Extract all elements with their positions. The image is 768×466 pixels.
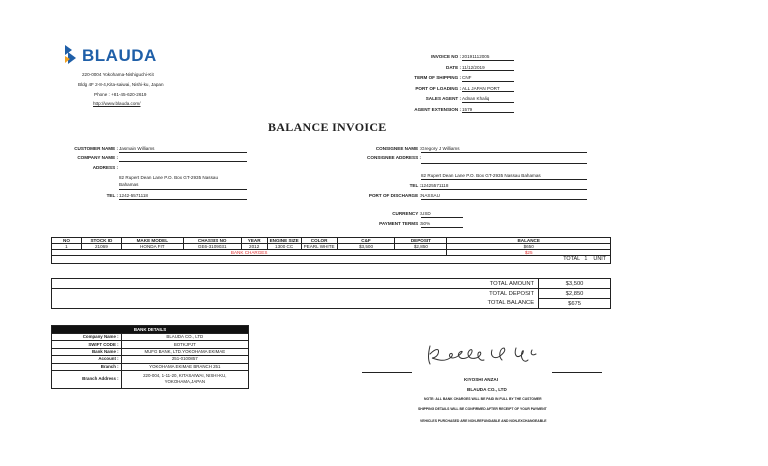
consignee-tel-value: 12425571118 — [421, 184, 587, 190]
invoice-no-label: INVOICE NO : — [431, 54, 461, 59]
port-of-loading-label: PORT OF LOADING : — [415, 85, 461, 91]
bank-company-row — [52, 334, 249, 341]
col-balance-header: BALANCE — [447, 238, 611, 244]
customer-tel-label: TEL : — [106, 193, 118, 198]
bank-details-title: BANK DETAILS — [52, 326, 249, 334]
bank-name-row — [52, 348, 249, 355]
sales-agent-row — [380, 95, 530, 106]
bank-swift-value: BOTKJPJT — [121, 341, 248, 348]
bank-company-value: BLAUDA CO., LTD — [121, 334, 248, 341]
bank-branch-row — [52, 363, 249, 370]
col-cnf-header: C&F — [337, 238, 395, 244]
bank-branch-address-label: Branch Address : — [52, 370, 122, 388]
term-of-shipping-label: TERM OF SHIPPING : — [414, 75, 461, 80]
term-of-shipping-value: CNF — [462, 76, 514, 82]
currency-label: CURRENCY : — [392, 211, 421, 216]
term-of-shipping-row — [380, 74, 530, 85]
total-amount-label: TOTAL AMOUNT — [52, 279, 539, 289]
note-shipping-details: SHIPPING DETAILS WILL BE CONFIRMED AFTER RECEIPT OF YOUR PAYMENT — [418, 407, 547, 411]
signature-icon — [420, 338, 544, 370]
cell-cnf: $3,500 — [337, 244, 395, 250]
invoice-no-row — [380, 53, 530, 64]
bank-account-value: 251-0100857 — [121, 356, 248, 363]
cell-make-model: HONDA FIT — [121, 244, 183, 250]
company-name-value — [119, 156, 247, 162]
agent-extension-value: 1579 — [462, 108, 514, 114]
cell-year: 2012 — [241, 244, 267, 250]
total-units-row — [52, 256, 611, 264]
consignee-tel-label: TEL : — [409, 183, 421, 188]
total-units-unit: UNIT — [593, 256, 606, 262]
agent-extension-row — [380, 106, 530, 117]
signature-line-left — [362, 372, 412, 373]
consignee-address-label: CONSIGNEE ADDRESS : — [367, 155, 421, 160]
port-of-discharge-label: PORT OF DISCHARGE : — [368, 193, 421, 198]
sales-agent-label: SALES AGENT : — [425, 96, 461, 101]
bank-account-row — [52, 356, 249, 363]
address-label: ADDRESS : — [92, 165, 118, 170]
col-make-model-header: MAKE MODEL — [121, 238, 183, 244]
customer-name-value: Jasmain Williams — [119, 147, 247, 153]
consignee-name-value: Gregory J Williams — [421, 147, 587, 153]
bank-details-table — [51, 325, 249, 389]
bank-branch-address-value: 220-004, 1-11-20, KITASAIWAI, NISHI-KU, YOKOHAMA,JAPAN — [121, 370, 248, 388]
bank-name-value: MUFG BANK, LTD.YOKOHAMA EKIMAE — [121, 348, 248, 355]
signatory-name: KIYOSHI ANZAI — [464, 377, 499, 382]
total-deposit-value: $2,850 — [539, 289, 611, 299]
total-deposit-row — [52, 289, 611, 299]
currency-value: USD — [421, 212, 463, 218]
totals-table — [51, 278, 611, 309]
total-amount-value: $3,500 — [539, 279, 611, 289]
col-deposit-header: DEPOSIT — [395, 238, 447, 244]
logo-mark-icon — [64, 44, 78, 66]
bank-branch-address-row — [52, 370, 249, 388]
bank-charges-label: BANK CHARGES — [52, 250, 447, 256]
bank-branch-label: Branch : — [52, 363, 122, 370]
payment-terms-value: 50% — [421, 222, 463, 228]
port-of-loading-value: ALL JAPAN PORT — [462, 87, 514, 93]
consignee-address-underline — [421, 163, 587, 164]
total-balance-label: TOTAL BALANCE — [52, 299, 539, 309]
payment-terms-label: PAYMENT TERMS : — [379, 221, 421, 226]
col-no-header: NO — [52, 238, 82, 244]
invoice-no-value: 20191112005 — [462, 55, 514, 61]
company-address-2: Bldg 4F 2-8-4,Kita-saiwai, Nishi-ku, Japan — [78, 82, 164, 87]
invoice-title: BALANCE INVOICE — [268, 120, 387, 134]
col-engine-header: ENGINE SIZE — [267, 238, 301, 244]
signatory-company: BLAUDA CO., LTD — [467, 387, 507, 392]
note-non-refundable: VEHICLES PURCHASED ARE NON-REFUNDABLE AND NON-EXCHANGEABLE — [420, 419, 547, 423]
items-table — [51, 237, 611, 264]
consignee-name-label: CONSIGNEE NAME : — [375, 146, 421, 151]
customer-name-label: CUSTOMER NAME : — [74, 146, 118, 151]
consignee-address-value: 82 Rupert Dean Lane P.O. Box GT-2935 Nassau Bahamas — [421, 174, 587, 180]
signature-line-right — [552, 372, 602, 373]
cell-no: 1 — [52, 244, 82, 250]
address-line-1: 82 Rupert Dean Lane P.O. Box GT-2935 Nassau — [119, 175, 218, 180]
col-year-header: YEAR — [241, 238, 267, 244]
total-units-qty: 1 — [584, 256, 588, 262]
address-underline — [119, 189, 247, 190]
company-website[interactable]: http://www.blauda.com/ — [93, 101, 141, 106]
invoice-info-block — [380, 53, 530, 116]
date-label: DATE : — [446, 64, 461, 70]
date-value: 11/12/2019 — [462, 66, 514, 72]
company-phone: Phone : +81-45-620-2619 — [94, 92, 147, 97]
col-chassis-header: CHASSIS NO — [183, 238, 241, 244]
company-logo — [64, 44, 176, 66]
total-units-label: TOTAL — [563, 256, 580, 262]
company-address-1: 220-0004 Yokohama-Nishiguchi-Kit — [82, 72, 154, 77]
bank-swift-label: SWIFT CODE : — [52, 341, 122, 348]
total-amount-row — [52, 279, 611, 289]
col-stock-id-header: STOCK ID — [81, 238, 121, 244]
total-balance-row — [52, 299, 611, 309]
cell-engine: 1300 CC — [267, 244, 301, 250]
total-balance-value: $675 — [539, 299, 611, 309]
bank-account-label: Account : — [52, 356, 122, 363]
port-of-discharge-value: NASSAU — [421, 194, 587, 200]
note-bank-charges: NOTE: ALL BANK CHARGES WILL BE PAID IN FULL BY THE CUSTOMER — [424, 397, 542, 401]
cell-balance: $650 — [447, 244, 611, 250]
company-name-label: COMPANY NAME : — [77, 155, 118, 160]
bank-branch-value: YOKOHAMA EKIMAE BRANCH 251 — [121, 363, 248, 370]
port-of-loading-row — [380, 85, 530, 96]
agent-extension-label: AGENT EXTENSION : — [414, 106, 461, 112]
company-name: BLAUDA — [82, 46, 157, 65]
date-row — [380, 64, 530, 75]
cell-color: PEARL WHITE — [301, 244, 337, 250]
sales-agent-value: Adnan Khaliq — [462, 97, 514, 103]
bank-details-header — [52, 326, 249, 334]
address-line-2: Bahamas — [119, 182, 139, 187]
bank-swift-row — [52, 341, 249, 348]
bank-name-label: Bank Name : — [52, 348, 122, 355]
col-color-header: COLOR — [301, 238, 337, 244]
bank-company-label: Company Name : — [52, 334, 122, 341]
cell-deposit: $2,850 — [395, 244, 447, 250]
cell-chassis: GE6-3109031 — [183, 244, 241, 250]
customer-tel-value: 1242-5571118 — [119, 194, 247, 200]
total-units-cell — [52, 256, 611, 264]
bank-charges-value: $25 — [447, 250, 611, 256]
cell-stock-id: 21069 — [81, 244, 121, 250]
total-deposit-label: TOTAL DEPOSIT — [52, 289, 539, 299]
